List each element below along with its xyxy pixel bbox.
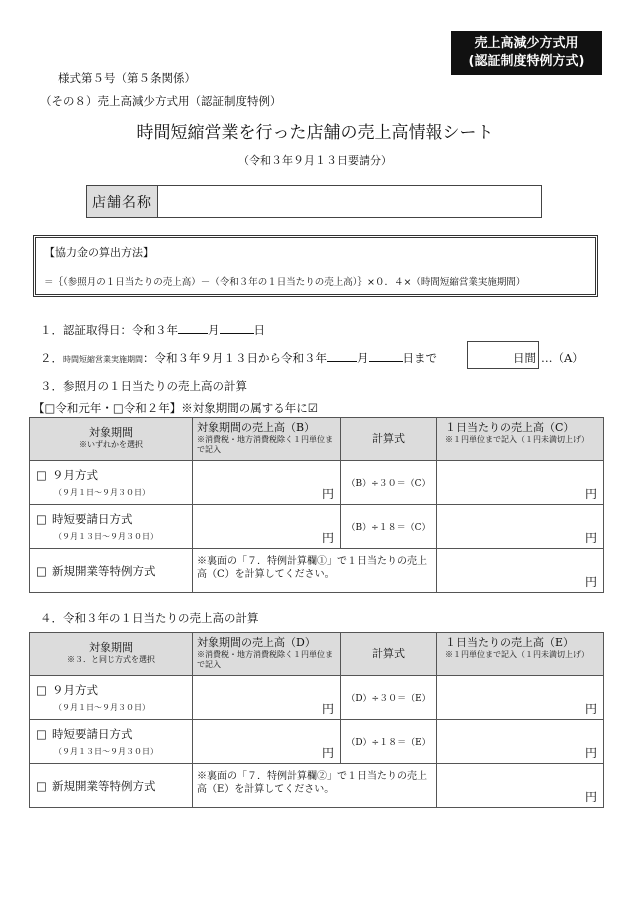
page-title: 時間短縮営業を行った店舗の売上高情報シート <box>136 123 494 143</box>
item1-cert-date <box>40 322 265 338</box>
checkbox-icon: □ <box>36 468 47 482</box>
table2-row1-daily-input[interactable]: 円 <box>437 676 604 720</box>
table1-row1-period[interactable]: □ ９月方式 （９月１日～９月３０日） <box>30 461 193 505</box>
table2-row1-sales-input[interactable]: 円 <box>193 676 341 720</box>
item2-month-label: 月 <box>357 351 369 365</box>
table-row <box>30 720 604 764</box>
checkbox-icon: □ <box>36 778 47 793</box>
table1-row3-note: ※裏面の「７．特例計算欄①」で１日当たりの売上高（C）を計算してください。 <box>193 549 437 593</box>
item3-heading: ３．参照月の１日当たりの売上高の計算 <box>40 379 247 393</box>
table1-row1-formula: （B）÷３０＝（C） <box>341 461 437 505</box>
item2-mid: ：令和３年９月１３日から令和３年 <box>143 351 327 365</box>
table2-row2-sales-input[interactable]: 円 <box>193 720 341 764</box>
form-subtype: （その８）売上高減少方式用（認証制度特例） <box>40 94 282 108</box>
table2-row2-daily-input[interactable]: 円 <box>437 720 604 764</box>
table-row <box>30 461 604 505</box>
item4-heading: ４．令和３年の１日当たりの売上高の計算 <box>40 611 259 625</box>
item1-month-field[interactable] <box>178 333 208 334</box>
item1-day-label: 日 <box>253 323 265 337</box>
badge-line2: (認証制度特例方式) <box>468 54 585 69</box>
table1-row2-sales-input[interactable]: 円 <box>193 505 341 549</box>
item2-prefix: ２． <box>40 351 63 365</box>
table-row <box>30 505 604 549</box>
checkbox-icon: □ <box>36 563 47 578</box>
table2-row3-period[interactable]: □ 新規開業等特例方式 <box>30 764 193 808</box>
store-name-field <box>86 185 542 218</box>
store-name-label: 店舗名称 <box>87 186 158 217</box>
table1-row3-daily-input[interactable]: 円 <box>437 549 604 593</box>
item1-day-field[interactable] <box>220 333 254 334</box>
checkbox-icon: □ <box>36 727 47 741</box>
table-row <box>30 549 604 593</box>
table-row <box>30 764 604 808</box>
item2-suffix: …（A） <box>541 351 584 365</box>
checkbox-icon: □ <box>36 683 47 697</box>
table-row <box>30 676 604 720</box>
current-year-table <box>29 632 604 808</box>
table1-row1-sales-input[interactable]: 円 <box>193 461 341 505</box>
table2-row3-daily-input[interactable]: 円 <box>437 764 604 808</box>
table2-header-formula: 計算式 <box>341 633 437 676</box>
store-name-input[interactable] <box>158 186 541 217</box>
table1-row1-daily-input[interactable]: 円 <box>437 461 604 505</box>
page-subtitle: （令和３年９月１３日要請分） <box>238 154 392 167</box>
formula-text: ＝｛（参照月の１日当たりの売上高）－（令和３年の１日当たりの売上高）｝×０．４×（時間短縮営業実施期間） <box>44 277 526 288</box>
table1-header-row <box>30 418 604 461</box>
table2-row3-note: ※裏面の「７．特例計算欄②」で１日当たりの売上高（E）を計算してください。 <box>193 764 437 808</box>
table2-row1-formula: （D）÷３０＝（E） <box>341 676 437 720</box>
table2-row2-formula: （D）÷１８＝（E） <box>341 720 437 764</box>
item1-prefix: １．認証取得日：令和３年 <box>40 323 178 337</box>
checkbox-icon: □ <box>36 512 47 526</box>
item2-month-field[interactable] <box>327 361 357 362</box>
table1-row2-formula: （B）÷１８＝（C） <box>341 505 437 549</box>
form-type-badge <box>451 31 602 75</box>
year-selection[interactable]: 【□令和元年・□令和２年】※対象期間の属する年に☑ <box>33 401 319 415</box>
item2-day-field[interactable] <box>369 361 403 362</box>
table2-row2-period[interactable]: □ 時短要請日方式 （９月１３日～９月３０日） <box>30 720 193 764</box>
calculation-method-box <box>33 235 598 297</box>
table1-header-daily: １日当たりの売上高（C） ※１円単位まで記入（１円未満切上げ） <box>437 418 604 461</box>
form-number: 様式第５号（第５条関係） <box>58 71 196 85</box>
table2-header-period: 対象期間 ※３．と同じ方式を選択 <box>30 633 193 676</box>
table2-header-daily: １日当たりの売上高（E） ※１円単位まで記入（１円未満切上げ） <box>437 633 604 676</box>
reference-month-table <box>29 417 604 593</box>
table1-header-sales: 対象期間の売上高（B） ※消費税・地方消費税除く１円単位まで記入 <box>193 418 341 461</box>
item2-label: 時間短縮営業実施期間 <box>63 355 143 364</box>
item2-period <box>40 350 437 366</box>
item2-day-label: 日まで <box>402 351 437 365</box>
table1-row2-daily-input[interactable]: 円 <box>437 505 604 549</box>
table2-row1-period[interactable]: □ ９月方式 （９月１日～９月３０日） <box>30 676 193 720</box>
table2-header-row <box>30 633 604 676</box>
table1-row3-period[interactable]: □ 新規開業等特例方式 <box>30 549 193 593</box>
table2-header-sales: 対象期間の売上高（D） ※消費税・地方消費税除く１円単位まで記入 <box>193 633 341 676</box>
badge-line1: 売上高減少方式用 <box>474 36 579 51</box>
item1-month-label: 月 <box>208 323 220 337</box>
table1-row2-period[interactable]: □ 時短要請日方式 （９月１３日～９月３０日） <box>30 505 193 549</box>
days-unit: 日間 <box>513 351 536 365</box>
table1-header-period: 対象期間 ※いずれかを選択 <box>30 418 193 461</box>
formula-heading: 【協力金の算出方法】 <box>44 246 154 259</box>
table1-header-formula: 計算式 <box>341 418 437 461</box>
